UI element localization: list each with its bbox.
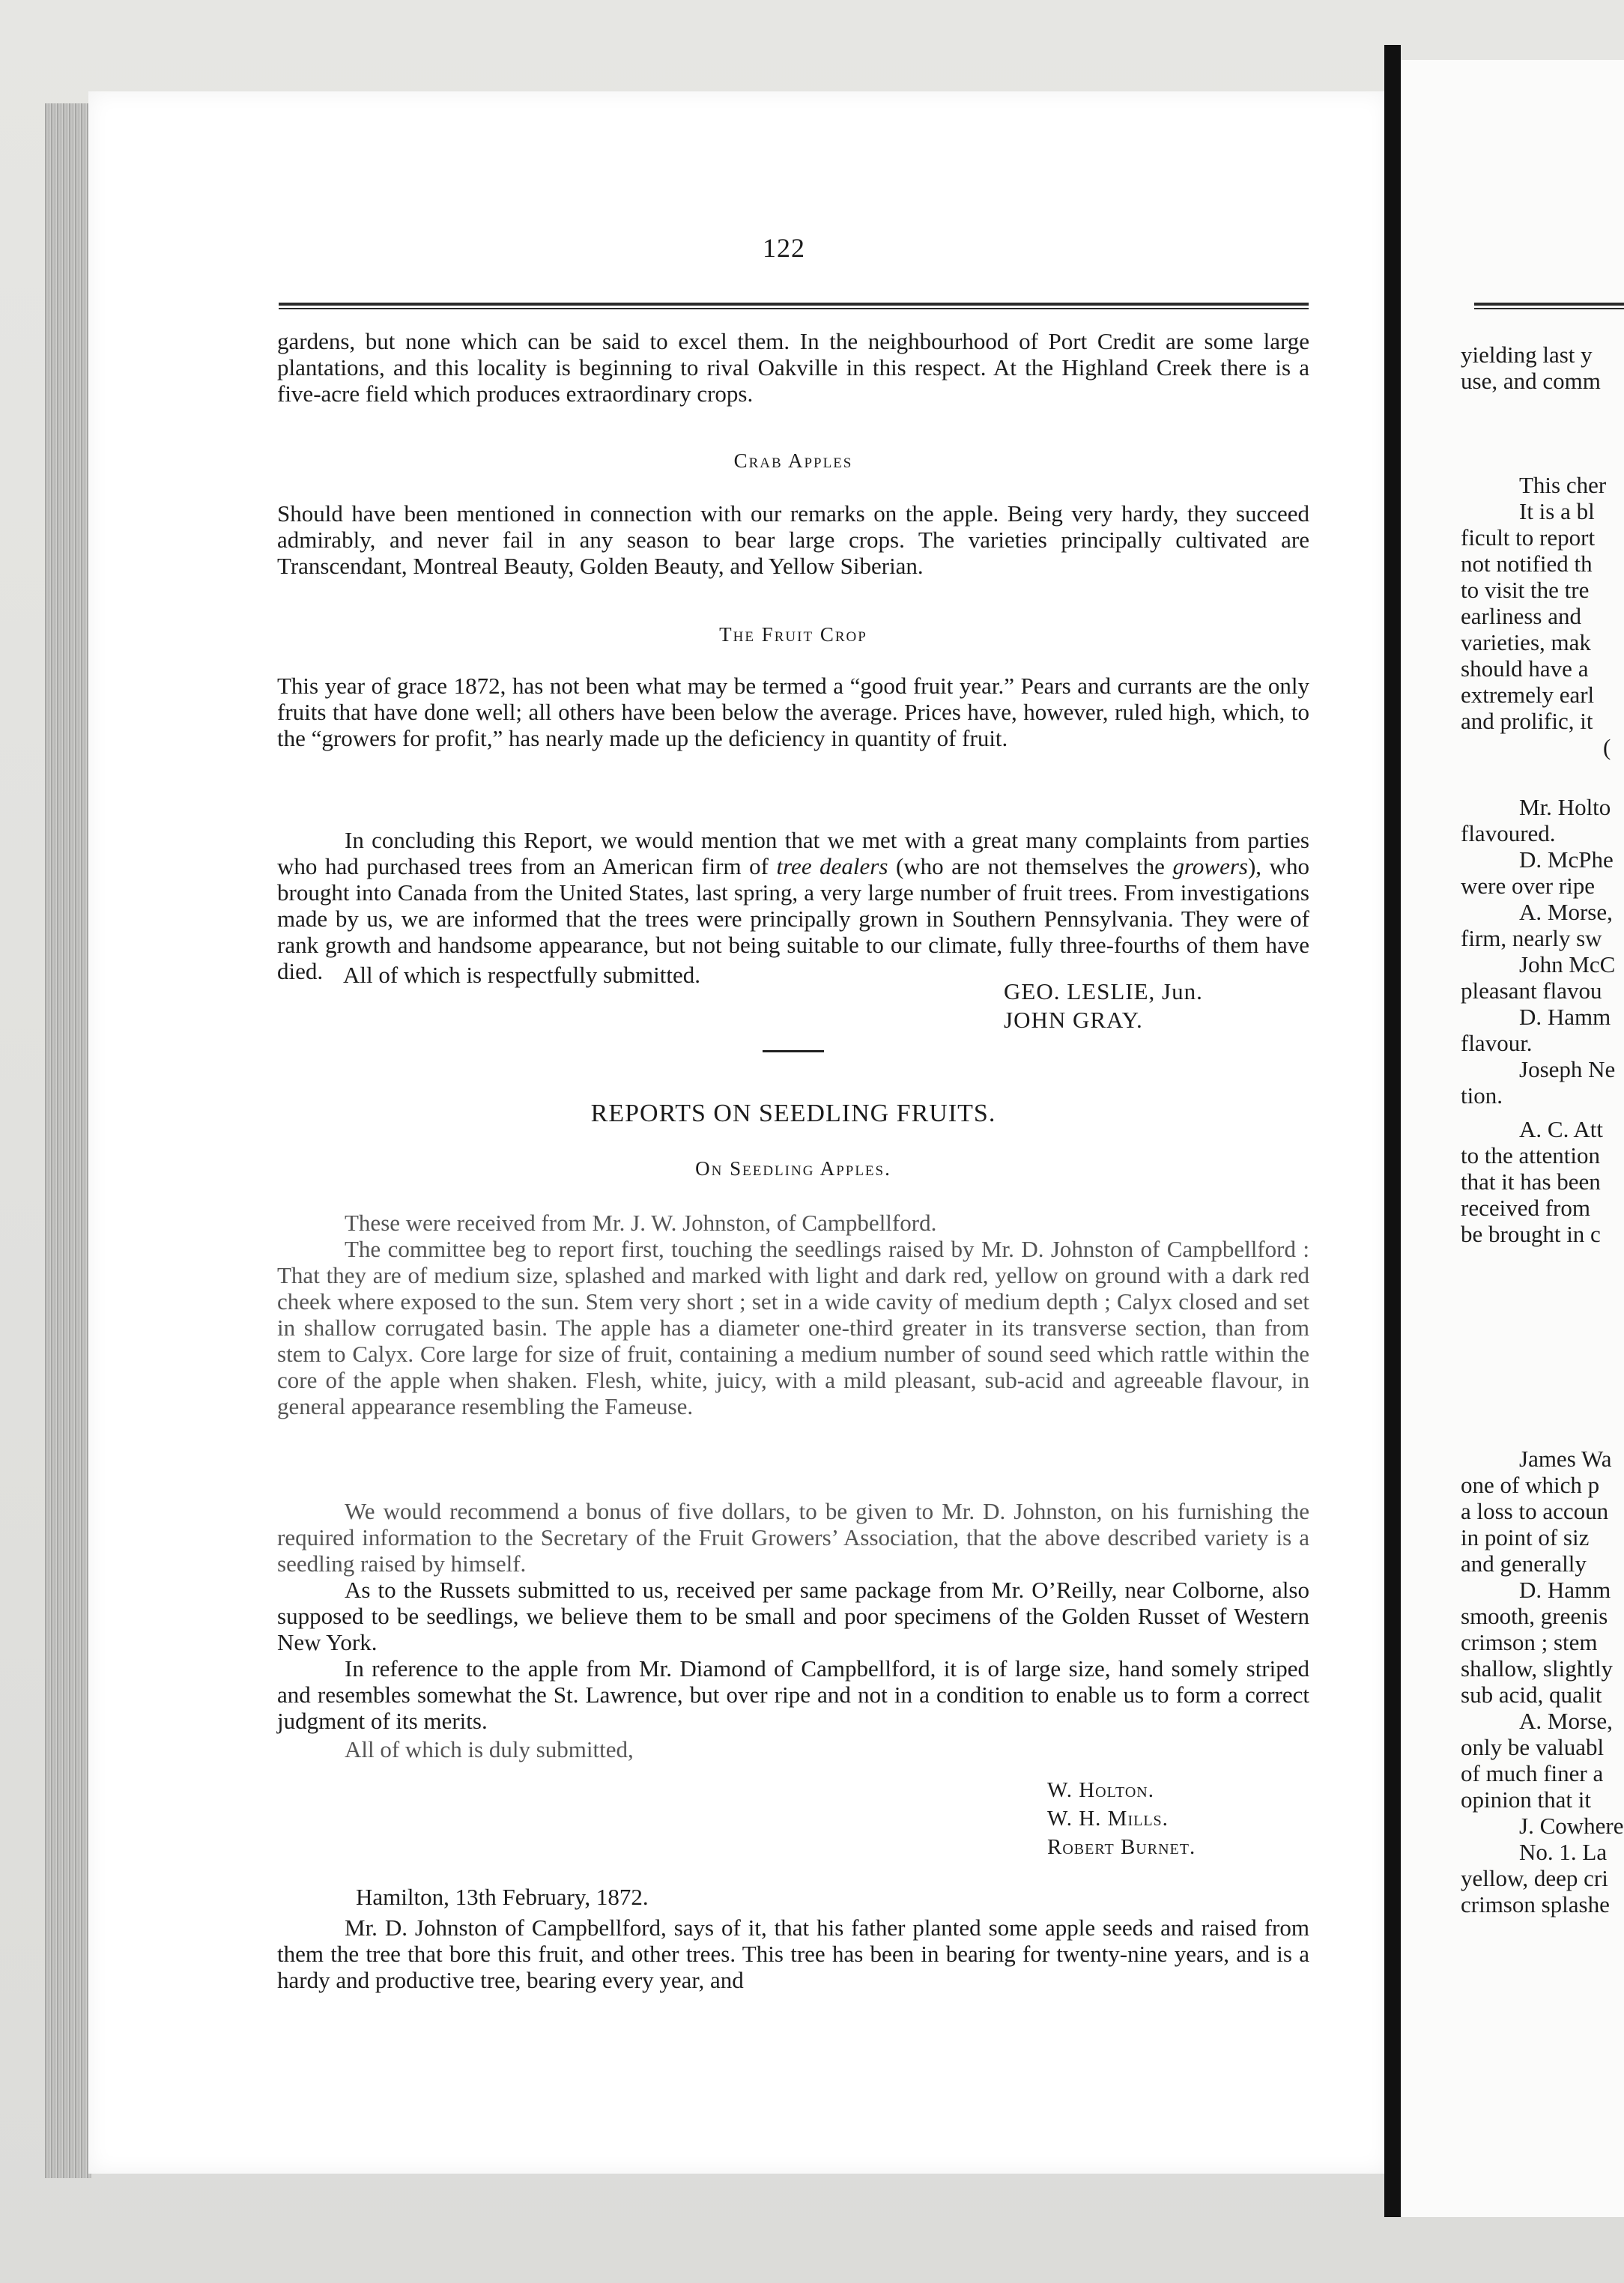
right-line: should have a [1461, 655, 1589, 682]
bonus-paragraph: We would recommend a bonus of five dollars, to be given to Mr. D. Johnston, on his furnishing the required information to the Secretary of the Fruit Growers’ Association, that the above described variety is a seedling raised by himself. [277, 1498, 1309, 1577]
right-line: A. Morse, [1519, 1708, 1613, 1734]
signature-leslie: GEO. LESLIE, Jun. [1004, 978, 1203, 1004]
signature-mills: W. H. Mills. [1047, 1807, 1169, 1831]
right-line: yellow, deep cri [1461, 1865, 1608, 1891]
final-paragraph: Mr. D. Johnston of Campbellford, says of it, that his father planted some apple seeds and raised from them the tree that bore this fruit, and other trees. This tree has been in bearing for twenty-nine years, and is a hardy and productive tree, bearing every year, and [277, 1914, 1309, 1993]
right-line: varieties, mak [1461, 629, 1591, 655]
concluding-text-2: (who are not themselves the [888, 853, 1173, 879]
right-line: It is a bl [1519, 498, 1595, 524]
right-line: received from [1461, 1195, 1590, 1221]
right-line: earliness and [1461, 603, 1581, 629]
right-line: and generally [1461, 1550, 1587, 1577]
right-line: in point of siz [1461, 1524, 1590, 1550]
duly-submitted: All of which is duly submitted, [345, 1736, 634, 1762]
right-line: crimson ; stem [1461, 1629, 1598, 1655]
fruit-crop-heading: The Fruit Crop [719, 623, 867, 646]
concluding-emphasis-1: tree dealers [776, 853, 888, 879]
right-line: not notified th [1461, 551, 1593, 577]
concluding-paragraph [277, 827, 1309, 984]
right-line: No. 1. La [1519, 1839, 1608, 1865]
right-line: J. Cowhere [1519, 1813, 1624, 1839]
right-line: pleasant flavou [1461, 977, 1602, 1004]
right-line: firm, nearly sw [1461, 925, 1602, 951]
right-line: use, and comm [1461, 368, 1601, 394]
respectfully-submitted: All of which is respectfully submitted. [343, 962, 700, 988]
right-line: flavoured. [1461, 820, 1556, 846]
right-line: were over ripe [1461, 873, 1596, 899]
right-line: D. Hamm [1519, 1577, 1611, 1603]
concluding-text-1: In concluding this Report, we would mention that we met with a great many complaints from parties who had purchased trees from an American firm of [277, 827, 1309, 879]
committee-paragraph: The committee beg to report first, touching the seedlings raised by Mr. D. Johnston of Campbellford : That they are of medium size, splashed and marked with light and dark red, yellow on ground with a dark red cheek where exposed to the sun. Stem very short ; set in a wide cavity of medium depth ; Calyx closed and set in shallow corrugated basin. The apple has a diameter one-third greater in its transverse section, than from stem to Calyx. Core large for size of fruit, containing a medium number of sound seed which rattle within the core of the apple when shaken. Flesh, white, juicy, with a mild pleasant, sub-acid and agreeable flavour, in general appearance resembling the Fameuse. [277, 1236, 1309, 1419]
right-line: to visit the tre [1461, 577, 1590, 603]
right-line: only be valuabl [1461, 1734, 1605, 1760]
right-line: James Wa [1519, 1446, 1612, 1472]
book-gutter [1384, 45, 1401, 2217]
right-line: D. Hamm [1519, 1004, 1611, 1030]
right-line: This cher [1519, 472, 1607, 498]
right-line: ficult to report [1461, 524, 1596, 551]
right-line: that it has been [1461, 1168, 1601, 1195]
intro-paragraph: gardens, but none which can be said to excel them. In the neighbourhood of Port Credit are some large plantations, and this locality is beginning to rival Oakville in this respect. At the Highland Creek there is a five-acre field which produces extraordinary crops. [277, 328, 1309, 407]
page-edges [45, 103, 91, 2178]
signature-gray: JOHN GRAY. [1004, 1007, 1143, 1033]
page-number: 122 [763, 233, 805, 263]
fruit-crop-paragraph: This year of grace 1872, has not been what may be termed a “good fruit year.” Pears and currants are the only fruits that have done well; all others have been below the average. Prices have, however, ruled high, which, to the “growers for profit,” has nearly made up the deficiency in quantity of fruit. [277, 673, 1309, 751]
signature-burnet: Robert Burnet. [1047, 1835, 1196, 1859]
right-line: sub acid, qualit [1461, 1682, 1602, 1708]
seedling-apples-heading: On Seedling Apples. [695, 1157, 891, 1180]
russets-paragraph: As to the Russets submitted to us, received per same package from Mr. O’Reilly, near Colborne, also supposed to be seedlings, we believe them to be small and poor specimens of the Golden Russet of Western New York. [277, 1577, 1309, 1655]
right-line: be brought in c [1461, 1221, 1601, 1247]
date-line: Hamilton, 13th February, 1872. [356, 1884, 649, 1910]
right-line: ( [1603, 734, 1611, 760]
right-line: John McC [1519, 951, 1616, 977]
right-line: A. C. Att [1519, 1116, 1603, 1142]
right-line: shallow, slightly [1461, 1655, 1613, 1682]
right-line: D. McPhe [1519, 846, 1614, 873]
right-line: flavour. [1461, 1030, 1533, 1056]
right-line: opinion that it [1461, 1786, 1591, 1813]
right-line: crimson splashe [1461, 1891, 1610, 1917]
header-rule [279, 303, 1309, 310]
right-line: A. Morse, [1519, 899, 1613, 925]
right-line: Mr. Holto [1519, 794, 1611, 820]
section-separator [763, 1050, 824, 1052]
seedling-fruits-title: REPORTS ON SEEDLING FRUITS. [590, 1100, 996, 1127]
crab-apples-heading: Crab Apples [733, 449, 853, 472]
diamond-paragraph: In reference to the apple from Mr. Diamond of Campbellford, it is of large size, hand somely striped and resembles somewhat the St. Lawrence, but over ripe and not in a condition to enable us to form a correct judgment of its merits. [277, 1655, 1309, 1734]
signature-holton: W. Holton. [1047, 1778, 1154, 1802]
right-line: yielding last y [1461, 342, 1593, 368]
right-line: one of which p [1461, 1472, 1600, 1498]
right-header-rule [1474, 303, 1624, 310]
concluding-text-3: ), who brought into Canada from the United States, last spring, a very large number of fruit trees. From investigations made by us, we are informed that the trees were principally grown in Southern Pennsylvania. They were of rank growth and handsome appearance, but not being suitable to our climate, fully three-fourths of them have died. [277, 853, 1309, 984]
concluding-emphasis-2: growers [1172, 853, 1248, 879]
right-line: tion. [1461, 1082, 1503, 1109]
received-line: These were received from Mr. J. W. Johnston, of Campbellford. [345, 1210, 937, 1236]
right-line: extremely earl [1461, 682, 1595, 708]
right-line: Joseph Ne [1519, 1056, 1616, 1082]
right-line: a loss to accoun [1461, 1498, 1609, 1524]
right-line: to the attention [1461, 1142, 1600, 1168]
right-line: and prolific, it [1461, 708, 1593, 734]
crab-apples-paragraph: Should have been mentioned in connection with our remarks on the apple. Being very hardy, they succeed admirably, and never fail in any season to bear large crops. The varieties principally cultivated are Transcendant, Montreal Beauty, Golden Beauty, and Yellow Siberian. [277, 500, 1309, 579]
right-line: smooth, greenis [1461, 1603, 1608, 1629]
right-line: of much finer a [1461, 1760, 1604, 1786]
